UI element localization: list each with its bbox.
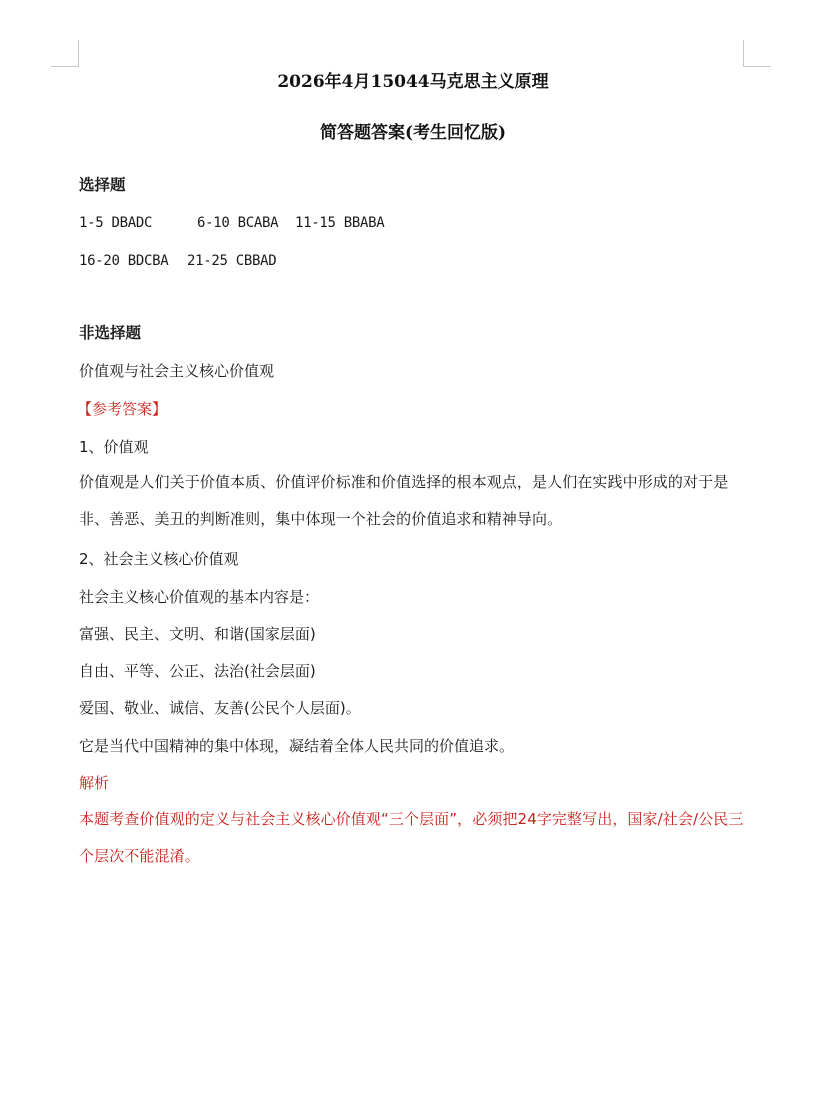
choice-answers-row-1 xyxy=(79,213,384,233)
section-2-heading: 2、社会主义核心价值观 xyxy=(79,550,239,568)
choice-answer-group: 16-20 BDCBA xyxy=(79,253,169,269)
value-list-item-national: 富强、民主、文明、和谐(国家层面) xyxy=(79,625,316,643)
choice-heading: 选择题 xyxy=(79,176,126,194)
value-list-item-citizen: 爱国、敬业、诚信、友善(公民个人层面)。 xyxy=(79,699,361,717)
choice-answer-group: 1-5 DBADC xyxy=(79,215,153,231)
nonchoice-heading: 非选择题 xyxy=(79,324,142,342)
crop-mark-top-right xyxy=(743,40,771,67)
choice-answer-group: 11-15 BBABA xyxy=(295,215,385,231)
document-title: 2026年4月15044马克思主义原理 xyxy=(277,72,549,92)
crop-mark-top-left xyxy=(51,40,79,67)
analysis-paragraph: 本题考查价值观的定义与社会主义核心价值观“三个层面”，必须把24字完整写出，国家/社会/公民三个层次不能混淆。 xyxy=(79,810,744,865)
reference-answer-label: 【参考答案】 xyxy=(77,400,168,418)
analysis-label: 解析 xyxy=(79,774,110,792)
value-list-item-social: 自由、平等、公正、法治(社会层面) xyxy=(79,662,316,680)
section-2-summary: 它是当代中国精神的集中体现，凝结着全体人民共同的价值追求。 xyxy=(79,737,515,755)
choice-answers-row-2 xyxy=(79,251,276,271)
section-1-heading: 1、价值观 xyxy=(79,438,149,456)
section-2-intro: 社会主义核心价值观的基本内容是： xyxy=(79,588,320,606)
choice-answer-group: 21-25 CBBAD xyxy=(187,253,277,269)
choice-answer-group: 6-10 BCABA xyxy=(197,215,279,231)
section-1-paragraph: 价值观是人们关于价值本质、价值评价标准和价值选择的根本观点，是人们在实践中形成的对于是非、善恶、美丑的判断准则，集中体现一个社会的价值追求和精神导向。 xyxy=(79,473,729,528)
question-title: 价值观与社会主义核心价值观 xyxy=(79,362,275,380)
document-subtitle: 简答题答案(考生回忆版) xyxy=(319,123,507,143)
